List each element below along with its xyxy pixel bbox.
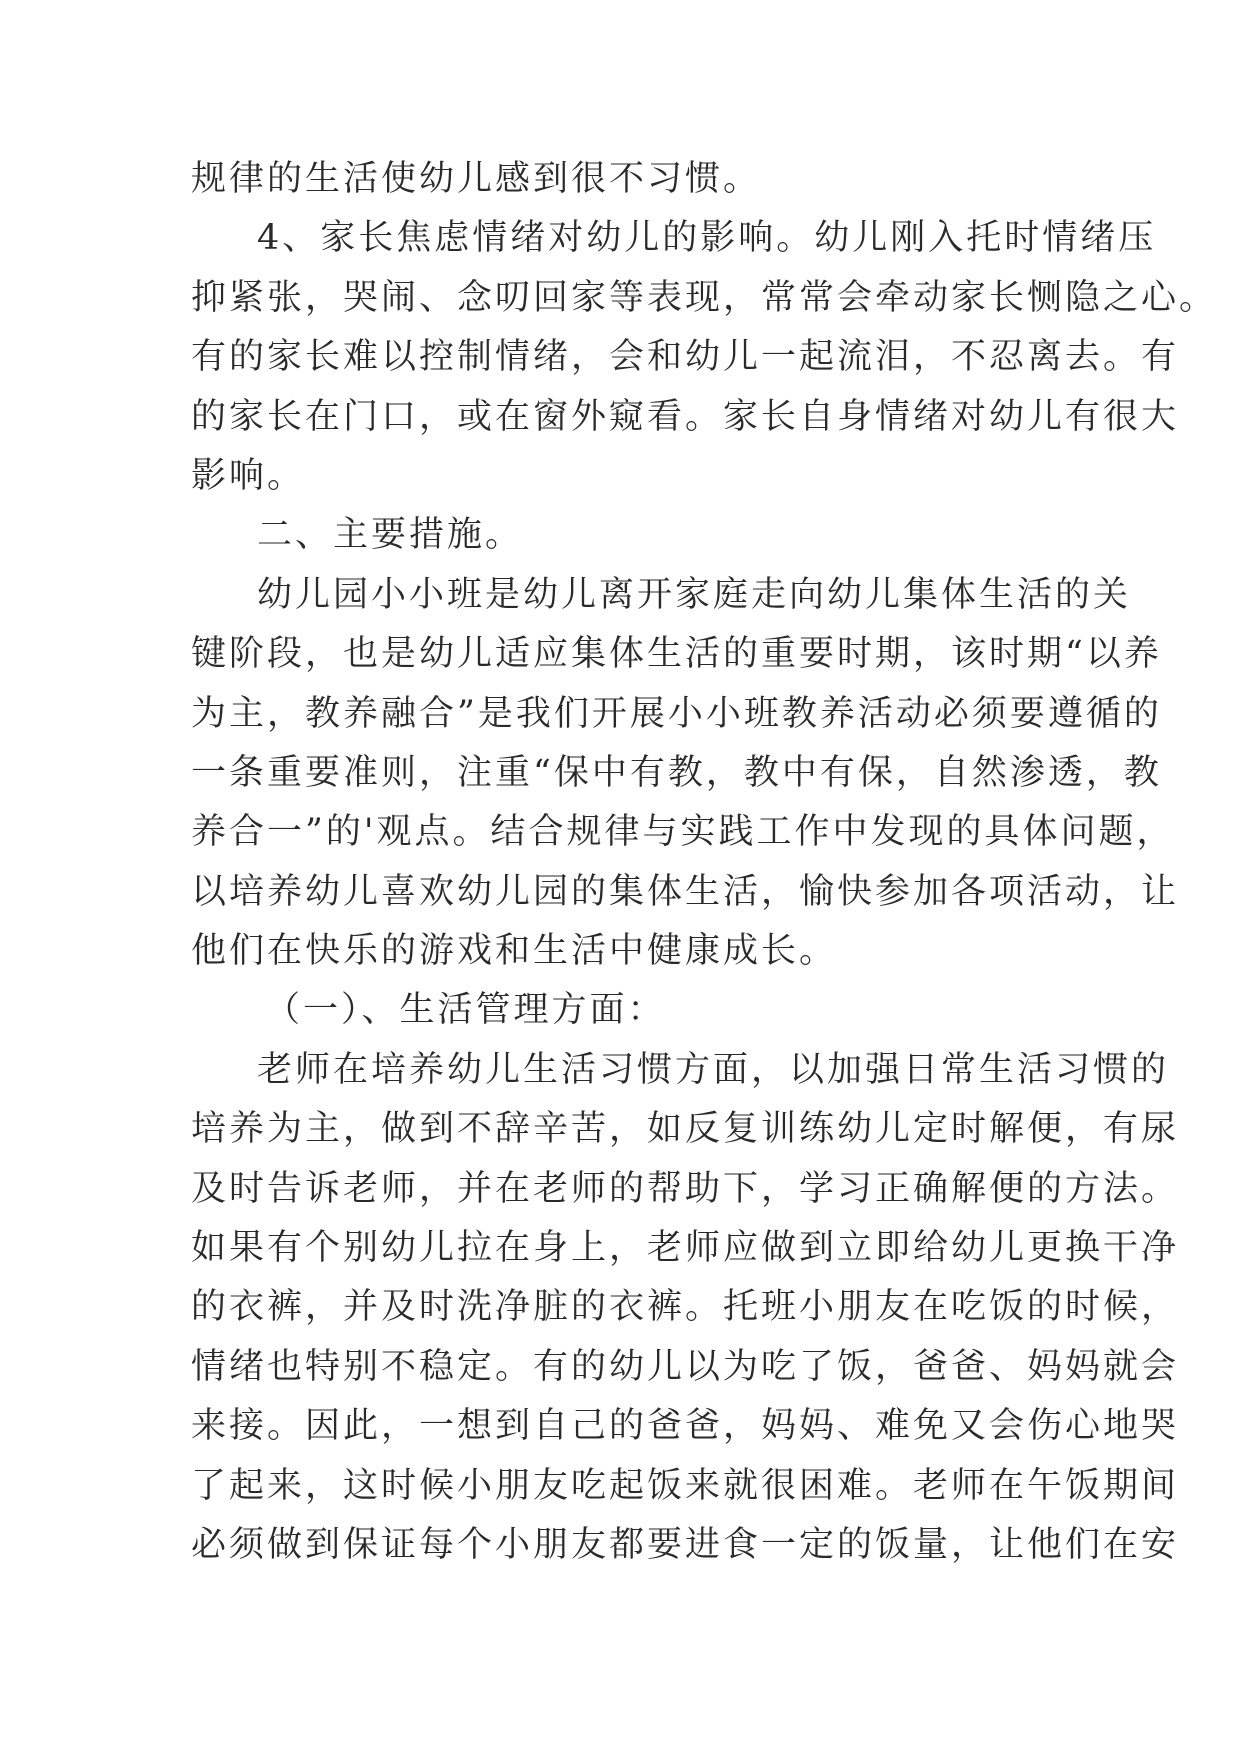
text-line: 4、家长焦虑情绪对幼儿的影响。幼儿刚入托时情绪压 bbox=[257, 218, 1157, 259]
text-line: 及时告诉老师，并在老师的帮助下，学习正确解便的方法。 bbox=[191, 1168, 1180, 1209]
text-line: 规律的生活使幼儿感到很不习惯。 bbox=[191, 159, 762, 199]
text-line: 以培养幼儿喜欢幼儿园的集体生活，愉快参加各项活动，让 bbox=[191, 871, 1180, 912]
text-line: 的衣裤，并及时洗净脏的衣裤。托班小朋友在吃饭的时候， bbox=[191, 1287, 1180, 1328]
text-line: 抑紧张，哭闹、念叨回家等表现，常常会牵动家长恻隐之心。 bbox=[191, 277, 1218, 318]
text-line: 影响。 bbox=[191, 455, 306, 496]
subsection-heading-life-management bbox=[191, 981, 1061, 1040]
paragraph-parent-anxiety bbox=[191, 209, 1218, 506]
text-line: 为主，教养融合”是我们开展小小班教养活动必须要遵循的 bbox=[191, 693, 1162, 734]
text-line: 幼儿园小小班是幼儿离开家庭走向幼儿集体生活的关 bbox=[257, 574, 1132, 615]
text-line: 了起来，这时候小朋友吃起饭来就很困难。老师在午饭期间 bbox=[191, 1465, 1180, 1506]
text-line: 来接。因此，一想到自己的爸爸，妈妈、难免又会伤心地哭 bbox=[191, 1406, 1180, 1447]
text-line: 如果有个别幼儿拉在身上，老师应做到立即给幼儿更换干净 bbox=[191, 1228, 1180, 1269]
text-line: 一条重要准则，注重“保中有教，教中有保，自然渗透，教 bbox=[191, 752, 1162, 793]
paragraph-continuation bbox=[191, 150, 1061, 209]
body-text bbox=[191, 150, 1218, 1575]
text-line: 情绪也特别不稳定。有的幼儿以为吃了饭，爸爸、妈妈就会 bbox=[191, 1346, 1180, 1387]
text-line: 养合一”的'观点。结合规律与实践工作中发现的具体问题， bbox=[191, 812, 1175, 853]
paragraph-kindergarten-stage bbox=[191, 566, 1180, 982]
section-heading-main-measures bbox=[191, 506, 1061, 565]
text-line: 必须做到保证每个小朋友都要进食一定的饭量，让他们在安 bbox=[191, 1524, 1180, 1565]
text-line: 他们在快乐的游戏和生活中健康成长。 bbox=[191, 931, 838, 972]
text-line: 键阶段，也是幼儿适应集体生活的重要时期，该时期“以养 bbox=[191, 634, 1162, 675]
paragraph-life-habits bbox=[191, 1041, 1180, 1576]
text-line: 有的家长难以控制情绪，会和幼儿一起流泪，不忍离去。有 bbox=[191, 337, 1180, 378]
text-line: 的家长在门口，或在窗外窥看。家长自身情绪对幼儿有很大 bbox=[191, 396, 1180, 437]
text-line: 老师在培养幼儿生活习惯方面，以加强日常生活习惯的 bbox=[257, 1049, 1170, 1090]
text-line: 培养为主，做到不辞辛苦，如反复训练幼儿定时解便，有尿 bbox=[191, 1109, 1180, 1150]
subsection-heading: （一）、生活管理方面： bbox=[265, 990, 666, 1031]
section-heading: 二、主要措施。 bbox=[257, 515, 524, 556]
